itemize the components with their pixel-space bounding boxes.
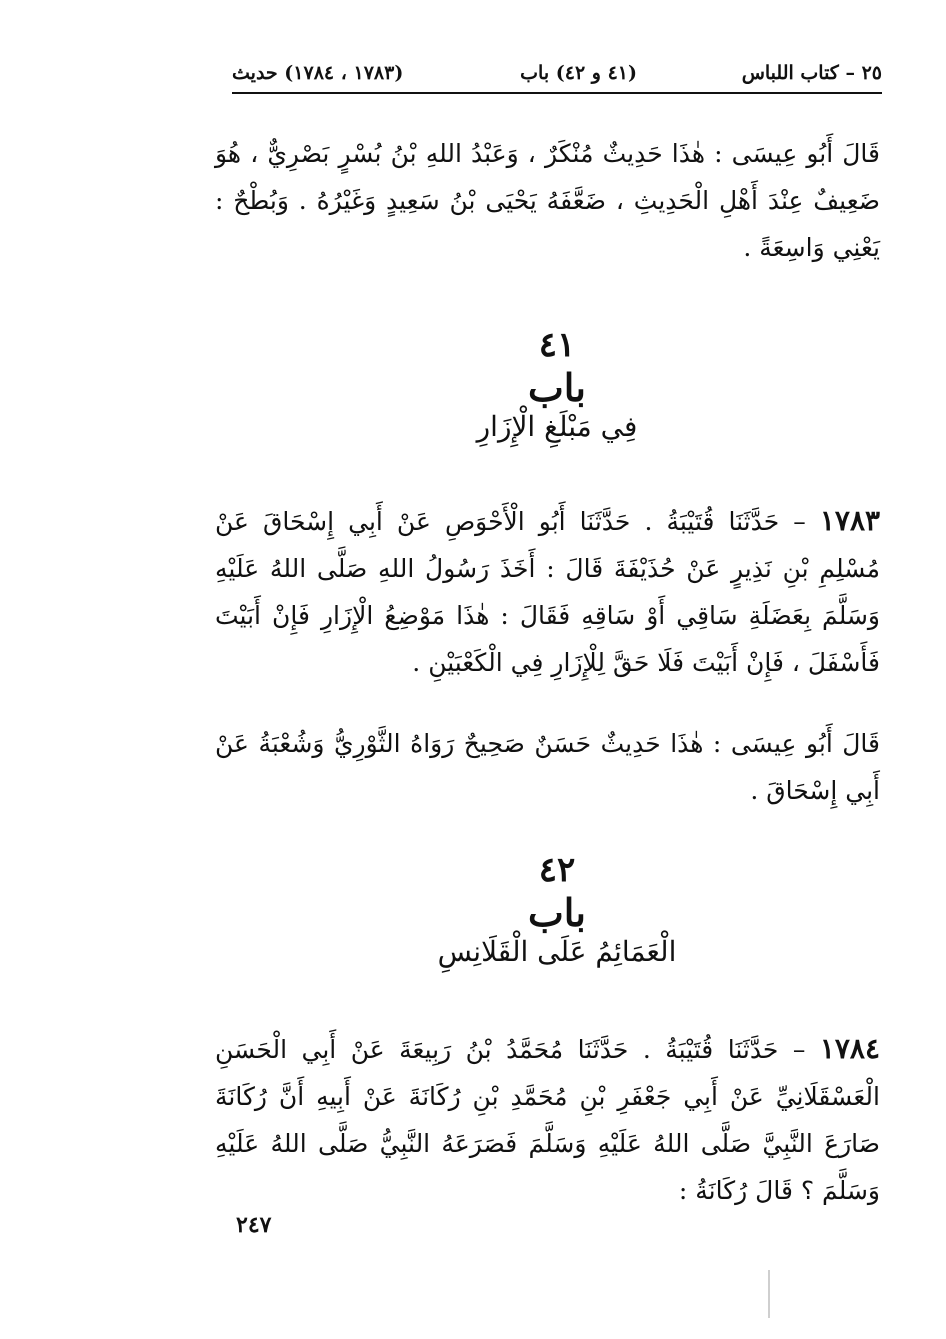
bab-42-heading [232, 850, 882, 968]
header-bab-range: (٤١ و ٤٢) باب [520, 62, 637, 84]
hadith-number: ١٧٨٤ [819, 1032, 880, 1065]
hadith-1783-comment: قَالَ أَبُو عِيسَى : هٰذَا حَدِيثٌ حَسَنٌ صَحِيحٌ رَوَاهُ الثَّوْرِيُّ وَشُعْبَةُ عَنْ أَبِي إِسْحَاقَ . [215, 729, 880, 805]
bab-title: الْعَمَائِمُ عَلَى الْقَلَانِسِ [437, 935, 677, 968]
intro-paragraph: قَالَ أَبُو عِيسَى : هٰذَا حَدِيثٌ مُنْكَرٌ ، وَعَبْدُ اللهِ بْنُ بُسْرٍ بَصْرِيٌّ ، هُوَ ضَعِيفٌ عِنْدَ أَهْلِ الْحَدِيثِ ، ضَعَّفَهُ يَحْيَى بْنُ سَعِيدٍ وَغَيْرُهُ . وَبُطْحٌ : يَعْنِي وَاسِعَةً . [215, 139, 880, 262]
running-header [232, 58, 882, 92]
header-hadith-range: (١٧٨٣ ، ١٧٨٤) حديث [232, 62, 404, 84]
bab-label: باب [528, 890, 586, 935]
hadith-1784 [215, 1025, 880, 1214]
bab-41-heading [232, 325, 882, 443]
bab-number: ٤٢ [538, 850, 576, 890]
scan-mark [768, 1270, 770, 1318]
hadith-text: – حَدَّثَنَا قُتَيْبَةُ . حَدَّثَنَا مُحَمَّدُ بْنُ رَبِيعَةَ عَنْ أَبِي الْحَسَنِ الْعَسْقَلَانِيِّ عَنْ أَبِي جَعْفَرِ بْنِ مُحَمَّدِ بْنِ رُكَانَةَ عَنْ أَبِيهِ أَنَّ رُكَانَةَ صَارَعَ النَّبِيَّ صَلَّى اللهُ عَلَيْهِ وَسَلَّمَ فَصَرَعَهُ النَّبِيُّ صَلَّى اللهُ عَلَيْهِ وَسَلَّمَ ؟ قَالَ رُكَانَةُ : [215, 1035, 880, 1205]
hadith-number: ١٧٨٣ [819, 504, 881, 537]
header-rule [232, 92, 882, 94]
header-book-title: ٢٥ – كتاب اللباس [741, 62, 882, 84]
page-number: ٢٤٧ [236, 1212, 272, 1238]
bab-number: ٤١ [538, 325, 576, 365]
hadith-text: – حَدَّثَنَا قُتَيْبَةُ . حَدَّثَنَا أَبُو الْأَحْوَصِ عَنْ أَبِي إِسْحَاقَ عَنْ مُسْلِمِ بْنِ نَذِيرٍ عَنْ حُذَيْفَةَ قَالَ : أَخَذَ رَسُولُ اللهِ صَلَّى اللهُ عَلَيْهِ وَسَلَّمَ بِعَضَلَةِ سَاقِي أَوْ سَاقِهِ فَقَالَ : هٰذَا مَوْضِعُ الْإِزَارِ فَإِنْ أَبَيْتَ فَأَسْفَلَ ، فَإِنْ أَبَيْتَ فَلَا حَقَّ لِلْإِزَارِ فِي الْكَعْبَيْنِ . [215, 507, 880, 677]
bab-title: فِي مَبْلَغِ الْإِزَارِ [476, 410, 638, 443]
hadith-1783 [215, 497, 880, 686]
bab-label: باب [528, 365, 586, 410]
